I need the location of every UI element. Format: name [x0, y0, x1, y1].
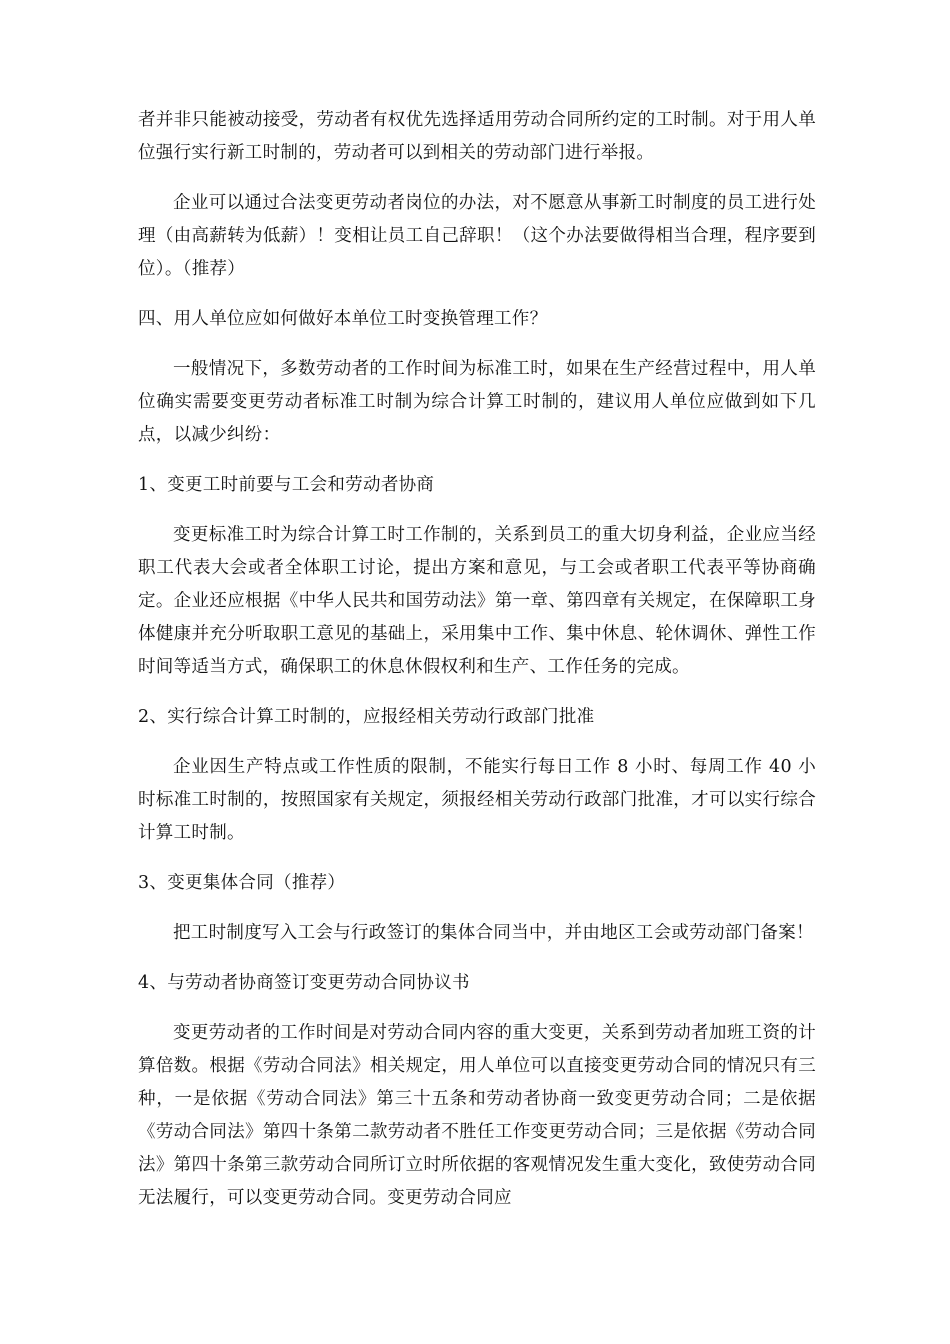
body-paragraph: 一般情况下，多数劳动者的工作时间为标准工时，如果在生产经营过程中，用人单位确实需要变更劳动者标准工时制为综合计算工时制的，建议用人单位应做到如下几点，以减少纠纷：	[138, 359, 816, 445]
body-paragraph: 企业可以通过合法变更劳动者岗位的办法，对不愿意从事新工时制度的员工进行处理（由高薪转为低薪）！变相让员工自己辞职！（这个办法要做得相当合理，程序要到位）。（推荐）	[138, 193, 816, 279]
body-paragraph: 把工时制度写入工会与行政签订的集体合同当中，并由地区工会或劳动部门备案！	[173, 923, 814, 943]
section-heading: 四、用人单位应如何做好本单位工时变换管理工作？	[138, 309, 548, 329]
subsection-heading: 1、变更工时前要与工会和劳动者协商	[138, 475, 435, 495]
subsection-heading: 4、与劳动者协商签订变更劳动合同协议书	[138, 973, 470, 993]
body-paragraph: 变更标准工时为综合计算工时工作制的，关系到员工的重大切身利益，企业应当经职工代表大会或者全体职工讨论，提出方案和意见，与工会或者职工代表平等协商确定。企业还应根据《中华人民共和国劳动法》第一章、第四章有关规定，在保障职工身体健康并充分听取职工意见的基础上，采用集中工作、集中休息、轮休调休、弹性工作时间等适当方式，确保职工的休息休假权利和生产、工作任务的完成。	[138, 525, 816, 677]
body-paragraph: 者并非只能被动接受，劳动者有权优先选择适用劳动合同所约定的工时制。对于用人单位强行实行新工时制的，劳动者可以到相关的劳动部门进行举报。	[138, 110, 816, 163]
document-page	[138, 104, 816, 1232]
subsection-heading: 2、实行综合计算工时制的，应报经相关劳动行政部门批准	[138, 707, 595, 727]
subsection-heading: 3、变更集体合同（推荐）	[138, 873, 346, 893]
body-paragraph: 企业因生产特点或工作性质的限制，不能实行每日工作 8 小时、每周工作 40 小时标准工时制的，按照国家有关规定，须报经相关劳动行政部门批准，才可以实行综合计算工时制。	[138, 757, 816, 843]
body-paragraph: 变更劳动者的工作时间是对劳动合同内容的重大变更，关系到劳动者加班工资的计算倍数。根据《劳动合同法》相关规定，用人单位可以直接变更劳动合同的情况只有三种，一是依据《劳动合同法》第三十五条和劳动者协商一致变更劳动合同；二是依据《劳动合同法》第四十条第二款劳动者不胜任工作变更劳动合同；三是依据《劳动合同法》第四十条第三款劳动合同所订立时所依据的客观情况发生重大变化，致使劳动合同无法履行，可以变更劳动合同。变更劳动合同应	[138, 1023, 816, 1208]
